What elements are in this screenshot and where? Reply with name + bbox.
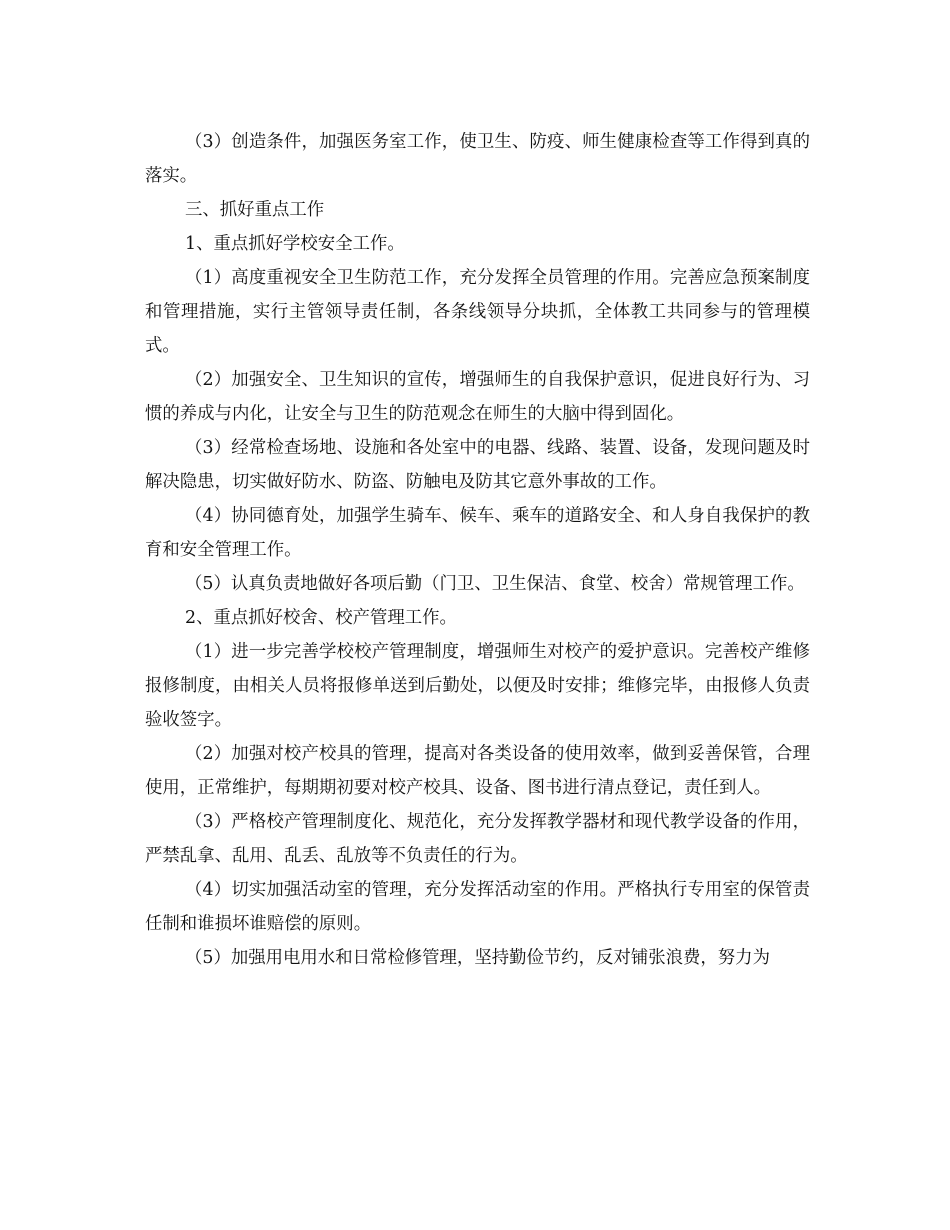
- paragraph-logistics-routine: （5）认真负责地做好各项后勤（门卫、卫生保洁、食堂、校舍）常规管理工作。: [185, 574, 805, 594]
- paragraph-equipment-management: （2）加强对校产校具的管理，提高对各类设备的使用效率，做到妥善保管，合理使用，正常维护，每期期初要对校产校具、设备、图书进行清点登记，责任到人。: [145, 744, 810, 798]
- paragraph-traffic-safety: （4）协同德育处，加强学生骑车、候车、乘车的道路安全、和人身自我保护的教育和安全管理工作。: [145, 506, 810, 560]
- document-body: [145, 125, 810, 975]
- paragraph-facility-inspection: （3）经常检查场地、设施和各处室中的电器、线路、装置、设备，发现问题及时解决隐患，切实做好防水、防盗、防触电及防其它意外事故的工作。: [145, 438, 810, 492]
- paragraph-property-system: （1）进一步完善学校校产管理制度，增强师生对校产的爱护意识。完善校产维修报修制度，由相关人员将报修单送到后勤处，以便及时安排；维修完毕，由报修人负责验收签字。: [145, 642, 810, 730]
- section-heading-key-work: 三、抓好重点工作: [185, 200, 325, 220]
- subheading-school-safety: 1、重点抓好学校安全工作。: [185, 234, 405, 254]
- subheading-campus-property: 2、重点抓好校舍、校产管理工作。: [185, 608, 457, 628]
- paragraph-safety-publicity: （2）加强安全、卫生知识的宣传，增强师生的自我保护意识，促进良好行为、习惯的养成与内化，让安全与卫生的防范观念在师生的大脑中得到固化。: [145, 370, 810, 424]
- paragraph-safety-prevention: （1）高度重视安全卫生防范工作，充分发挥全员管理的作用。完善应急预案制度和管理措施，实行主管领导责任制，各条线领导分块抓，全体教工共同参与的管理模式。: [145, 268, 810, 356]
- paragraph-utilities-maintenance: （5）加强用电用水和日常检修管理，坚持勤俭节约，反对铺张浪费，努力为: [185, 948, 770, 968]
- paragraph-medical-room: （3）创造条件，加强医务室工作，使卫生、防疫、师生健康检查等工作得到真的落实。: [145, 132, 810, 186]
- paragraph-activity-room: （4）切实加强活动室的管理，充分发挥活动室的作用。严格执行专用室的保管责任制和谁损坏谁赔偿的原则。: [145, 880, 810, 934]
- paragraph-standardization: （3）严格校产管理制度化、规范化，充分发挥教学器材和现代教学设备的作用，严禁乱拿、乱用、乱丢、乱放等不负责任的行为。: [145, 812, 810, 866]
